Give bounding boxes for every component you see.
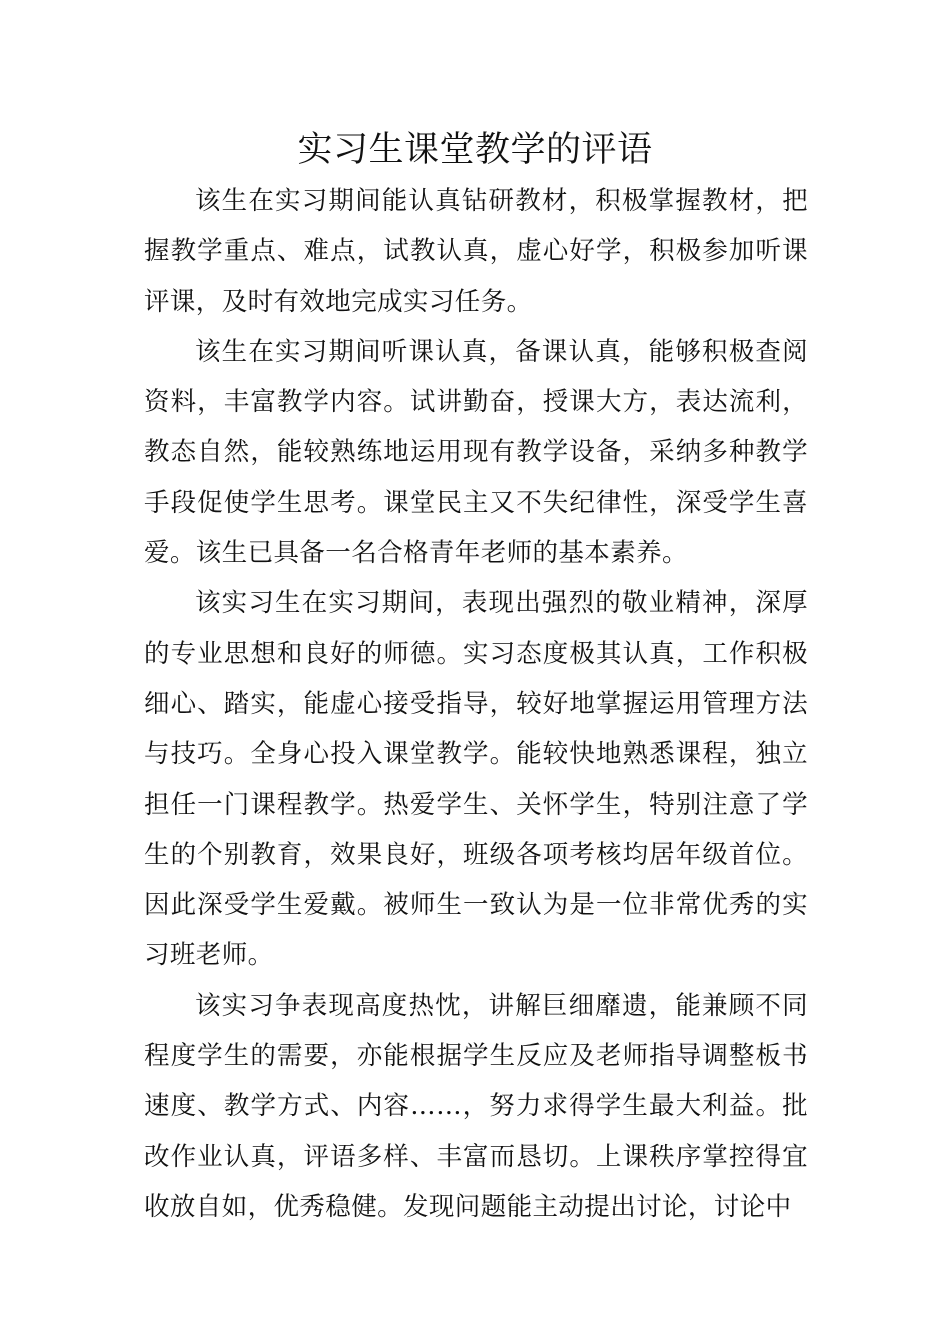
document-body [144,176,808,1232]
document-title: 实习生课堂教学的评语 [297,130,653,170]
paragraph-4: 该实习争表现高度热忱，讲解巨细靡遗，能兼顾不同程度学生的需要，亦能根据学生反应及老师指导调整板书速度、教学方式、内容……，努力求得学生最大利益。批改作业认真，评语多样、丰富而恳切。上课秩序掌控得宜收放自如，优秀稳健。发现问题能主动提出讨论，讨论中 [144,990,808,1222]
paragraph-3: 该实习生在实习期间，表现出强烈的敬业精神，深厚的专业思想和良好的师德。实习态度极其认真，工作积极细心、踏实，能虚心接受指导，较好地掌握运用管理方法与技巧。全身心投入课堂教学。能较快地熟悉课程，独立担任一门课程教学。热爱学生、关怀学生，特别注意了学生的个别教育，效果良好，班级各项考核均居年级首位。因此深受学生爱戴。被师生一致认为是一位非常优秀的实习班老师。 [144,588,808,971]
paragraph-2: 该生在实习期间听课认真，备课认真，能够积极查阅资料，丰富教学内容。试讲勤奋，授课大方，表达流利，教态自然，能较熟练地运用现有教学设备，采纳多种教学手段促使学生思考。课堂民主又不失纪律性，深受学生喜爱。该生已具备一名合格青年老师的基本素养。 [144,336,808,569]
paragraph-1: 该生在实习期间能认真钻研教材，积极掌握教材，把握教学重点、难点，试教认真，虚心好学，积极参加听课评课，及时有效地完成实习任务。 [144,186,808,317]
